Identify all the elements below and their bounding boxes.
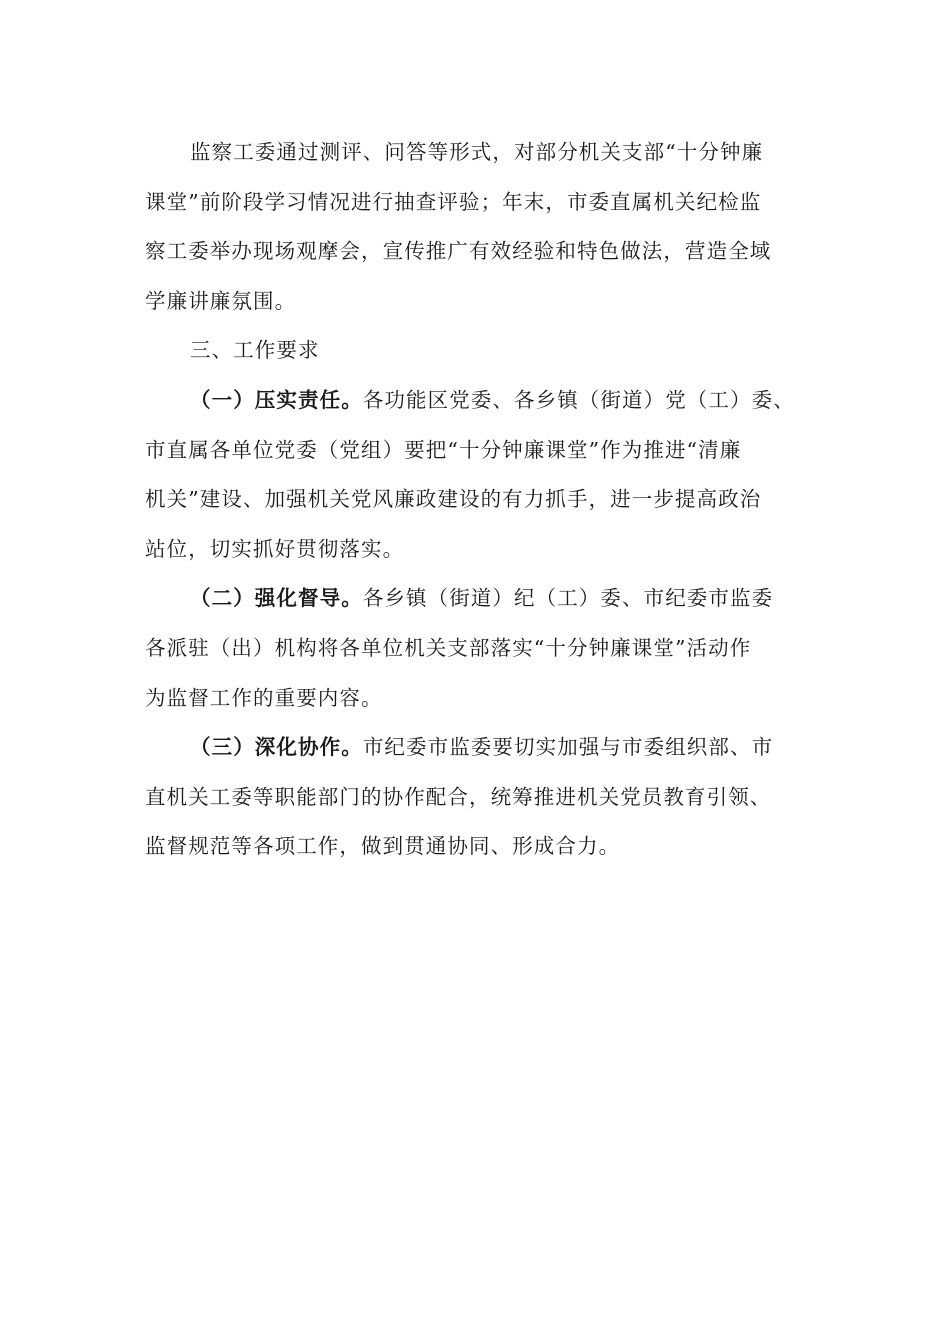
text-line: 课堂”前阶段学习情况进行抽查评验；年末，市委直属机关纪检监 [145, 189, 762, 214]
section-heading: 三、工作要求 [190, 338, 320, 363]
text-line: 市直属各单位党委（党组）要把“十分钟廉课堂”作为推进“清廉 [145, 437, 742, 462]
document-body [145, 128, 805, 872]
requirement-text: 各乡镇（街道）纪（工）委、市纪委市监委 [362, 586, 774, 611]
text-line: 察工委举办现场观摩会，宣传推广有效经验和特色做法，营造全域 [145, 239, 772, 264]
requirement-text: 市纪委市监委要切实加强与市委组织部、市 [362, 735, 774, 760]
text-line: 监督规范等各项工作，做到贯通协同、形成合力。 [145, 834, 621, 859]
text-line: 为监督工作的重要内容。 [145, 685, 383, 710]
requirement-title: （二）强化督导。 [190, 586, 363, 611]
text-line: 站位，切实抓好贯彻落实。 [145, 536, 405, 561]
paragraph-evaluation [145, 128, 805, 326]
requirement-title: （一）压实责任。 [190, 387, 363, 412]
requirement-2 [145, 574, 805, 723]
text-line [145, 376, 805, 426]
requirement-title: （三）深化协作。 [190, 735, 363, 760]
text-line: 学廉讲廉氛围。 [145, 288, 297, 313]
text-line [145, 574, 805, 624]
text-line: 各派驻（出）机构将各单位机关支部落实“十分钟廉课堂”活动作 [145, 635, 752, 660]
text-line: 监察工委通过测评、问答等形式，对部分机关支部“十分钟廉 [190, 140, 764, 164]
requirement-1 [145, 376, 805, 574]
text-line [145, 723, 805, 773]
text-line: 机关”建设、加强机关党风廉政建设的有力抓手，进一步提高政治 [145, 487, 762, 512]
requirement-text: 各功能区党委、各乡镇（街道）党（工）委、 [362, 387, 795, 412]
requirement-3 [145, 723, 805, 872]
text-line: 直机关工委等职能部门的协作配合，统筹推进机关党员教育引领、 [145, 784, 772, 809]
